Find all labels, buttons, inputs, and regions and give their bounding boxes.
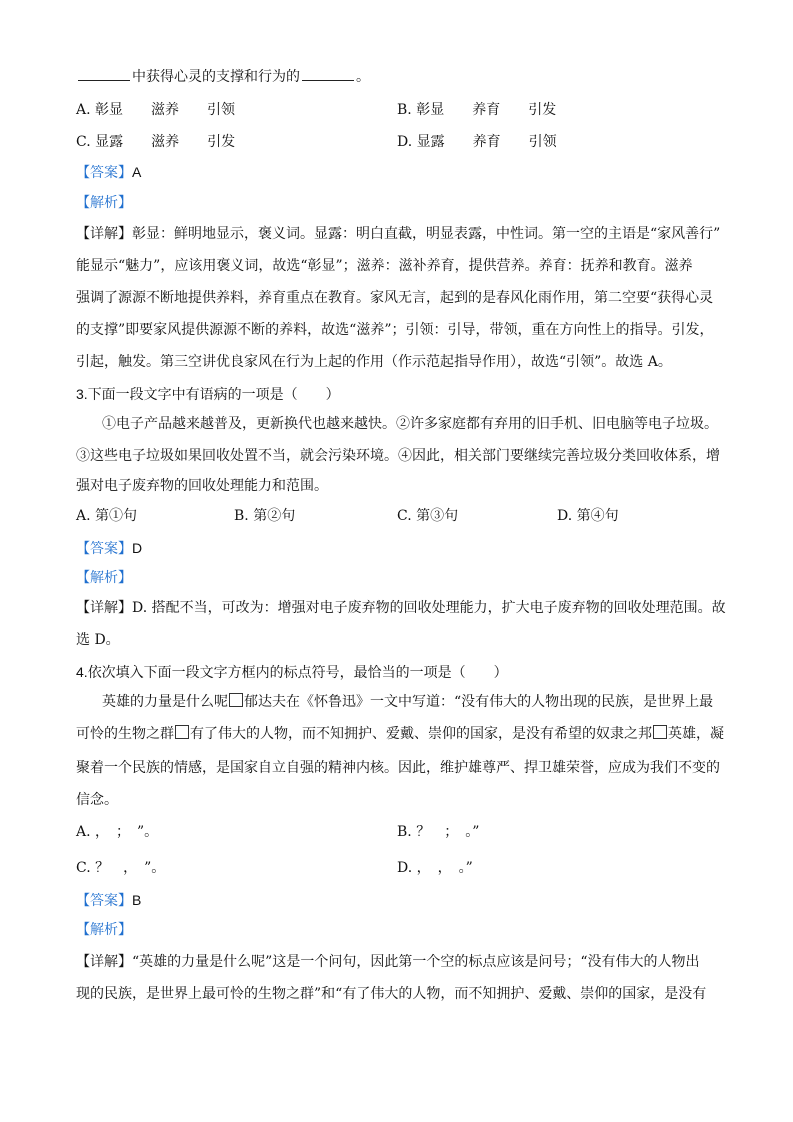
q2-option-d[interactable]: D. 显露 养育 引领 bbox=[397, 134, 557, 150]
q3-passage-line: ③这些电子垃圾如果回收处置不当，就会污染环境。④因此，相关部门要继续完善垃圾分类回收体系，增 bbox=[76, 448, 720, 464]
q2-detail-line: 能显示“魅力”，应该用褒义词，故选“彰显”；滋养：滋补养育，提供营养。养育：抚养和教育。滋养 bbox=[76, 258, 693, 274]
q3-option-a[interactable]: A. 第①句 bbox=[76, 508, 138, 524]
q4-analysis-heading: 【解析】 bbox=[76, 922, 132, 938]
q3-answer: 【答案】D bbox=[76, 540, 143, 557]
q3-analysis-heading: 【解析】 bbox=[76, 570, 132, 586]
q2-option-c[interactable]: C. 显露 滋养 引发 bbox=[76, 134, 236, 150]
q2-analysis-heading: 【解析】 bbox=[76, 195, 132, 211]
q3-option-b[interactable]: B. 第②句 bbox=[234, 508, 296, 524]
q4-detail-line: 现的民族，是世界上最可怜的生物之群”和“有了伟大的人物，而不知拥护、爱戴、崇仰的国家，是没有 bbox=[76, 986, 707, 1002]
q4-detail-line: 【详解】“英雄的力量是什么呢”这是一个问句，因此第一个空的标点应该是问号；“没有伟大的人物出 bbox=[76, 954, 700, 970]
q2-detail-line: 【详解】彰显：鲜明地显示，褒义词。显露：明白直截，明显表露，中性词。第一空的主语是“家风善行” bbox=[76, 226, 721, 242]
q3-option-c[interactable]: C. 第③句 bbox=[397, 508, 459, 524]
q2-detail-line: 强调了源源不断地提供养料，养育重点在教育。家风无言，起到的是春风化雨作用，第二空要“获得心灵 bbox=[76, 290, 714, 306]
q3-passage-line: ①电子产品越来越普及，更新换代也越来越快。②许多家庭都有弃用的旧手机、旧电脑等电子垃圾。 bbox=[102, 416, 718, 432]
q2-option-a[interactable]: A. 彰显 滋养 引领 bbox=[76, 102, 236, 118]
q4-option-a[interactable]: A. ， ； ”。 bbox=[76, 824, 159, 840]
q3-stem: 3.下面一段文字中有语病的一项是（ ） bbox=[76, 386, 340, 403]
q4-passage-line: 英雄的力量是什么呢 郁达夫在《怀鲁迅》一文中写道：“没有伟大的人物出现的民族，是世界上最 bbox=[102, 694, 714, 710]
q2-detail-line: 的支撑”即要家风提供源源不断的养料，故选“滋养”；引领：引导，带领，重在方向性上的指导。引发， bbox=[76, 322, 714, 338]
q3-passage-line: 强对电子废弃物的回收处理能力和范围。 bbox=[76, 478, 328, 494]
fill-blank bbox=[302, 66, 354, 81]
answer-box bbox=[175, 725, 189, 739]
q3-detail-line: 选 D。 bbox=[76, 632, 120, 648]
q4-option-c[interactable]: C. ？ ， ”。 bbox=[76, 860, 166, 876]
answer-box bbox=[653, 725, 667, 739]
q2-option-b[interactable]: B. 彰显 养育 引发 bbox=[397, 102, 557, 118]
q4-stem: 4.依次填入下面一段文字方框内的标点符号，最恰当的一项是（ ） bbox=[76, 664, 508, 681]
q3-detail-line: 【详解】D. 搭配不当，可改为：增强对电子废弃物的回收处理能力，扩大电子废弃物的回收处理范围。故 bbox=[76, 600, 726, 616]
q4-answer: 【答案】B bbox=[76, 892, 142, 909]
q2-detail-line: 引起，触发。第三空讲优良家风在行为上起的作用（作示范起指导作用），故选“引领”。故选 A。 bbox=[76, 354, 672, 370]
q3-option-d[interactable]: D. 第④句 bbox=[557, 508, 619, 524]
q4-passage-line: 可怜的生物之群 有了伟大的人物，而不知拥护、爱戴、崇仰的国家，是没有希望的奴隶之邦 英雄，凝 bbox=[76, 726, 724, 742]
q2-stem-tail: 中获得心灵的支撑和行为的 。 bbox=[76, 66, 716, 87]
q4-option-b[interactable]: B. ？ ； 。” bbox=[397, 824, 480, 840]
answer-box bbox=[229, 693, 243, 707]
q4-passage-line: 信念。 bbox=[76, 792, 118, 808]
fill-blank bbox=[78, 66, 130, 81]
q4-option-d[interactable]: D. ， ， 。” bbox=[397, 860, 473, 876]
q4-passage-line: 聚着一个民族的情感，是国家自立自强的精神内核。因此，维护雄尊严、捍卫雄荣誉，应成为我们不变的 bbox=[76, 760, 720, 776]
q2-answer: 【答案】A bbox=[76, 164, 142, 181]
q2-stem-text: 中获得心灵的支撑和行为的 bbox=[132, 69, 300, 85]
